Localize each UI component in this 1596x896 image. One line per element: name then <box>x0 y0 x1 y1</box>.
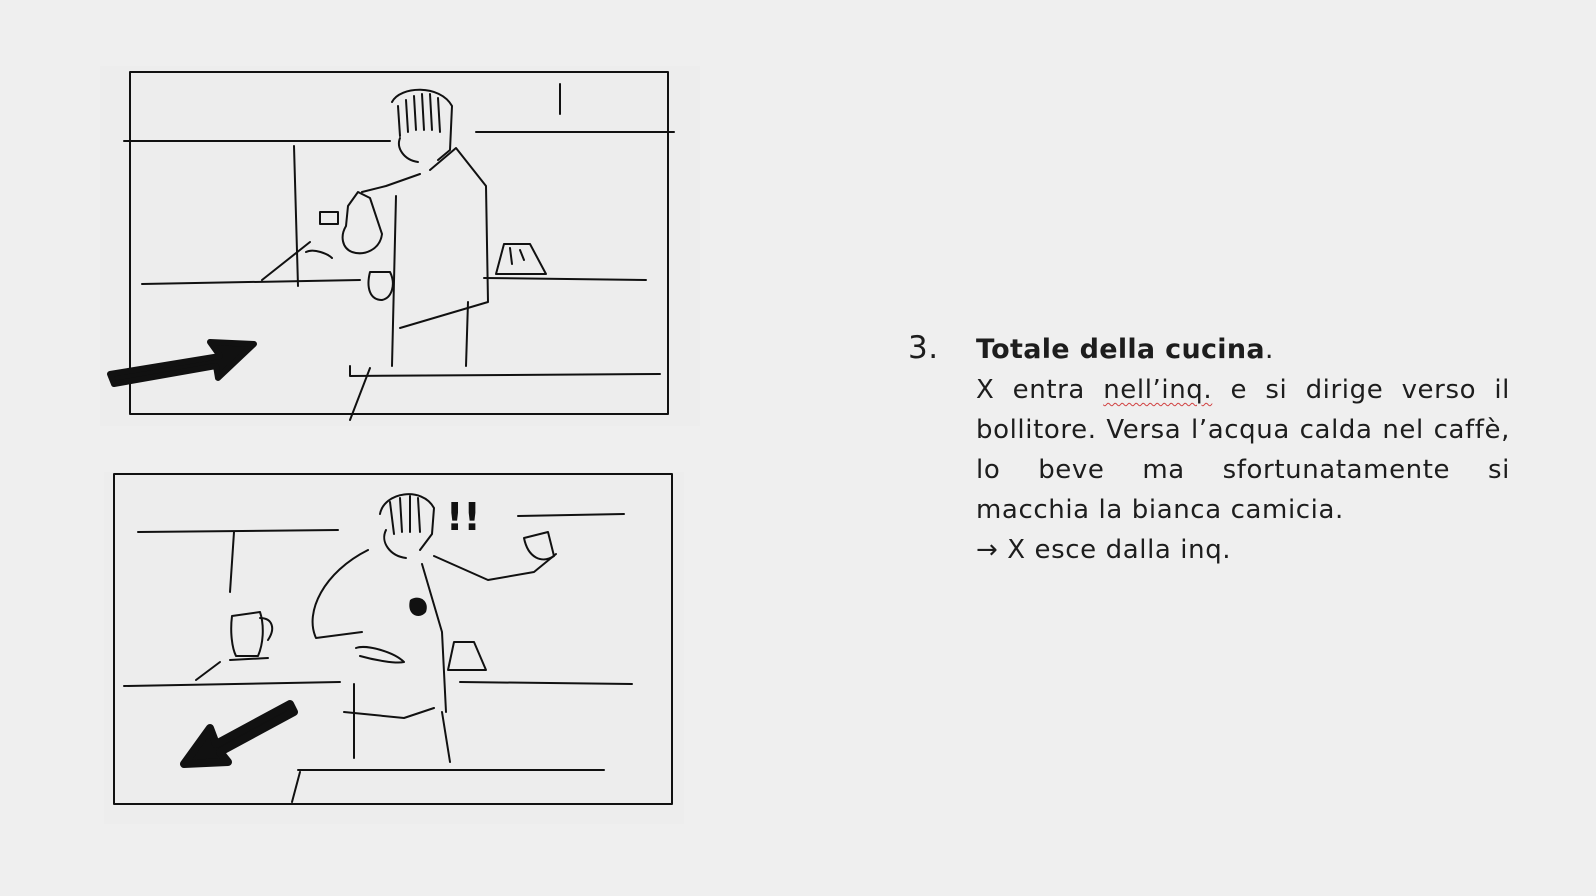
item-desc-post: e si dirige verso il bollitore. Versa l’acqua calda nel caffè, lo beve ma sfortunatamente si macchia la bianca camicia. <box>976 375 1510 525</box>
exclamation-mark: !! <box>446 495 481 539</box>
item-title-text: Totale della cucina <box>976 334 1265 365</box>
storyboard-panel-1 <box>100 66 700 426</box>
sketch-kettle-pour <box>100 66 700 426</box>
item-title-punct: . <box>1264 334 1274 365</box>
item-desc-pre: X entra <box>976 375 1104 405</box>
sketch-coffee-spill <box>104 472 684 824</box>
spellcheck-flagged-word: nell’inq. <box>1103 375 1213 405</box>
item-number: 3. <box>908 330 939 366</box>
item-description <box>976 370 1510 530</box>
storyboard-panel-2 <box>104 472 684 824</box>
item-exit-line: → X esce dalla inq. <box>976 535 1232 565</box>
item-body <box>976 330 1510 570</box>
item-title <box>976 330 1510 370</box>
